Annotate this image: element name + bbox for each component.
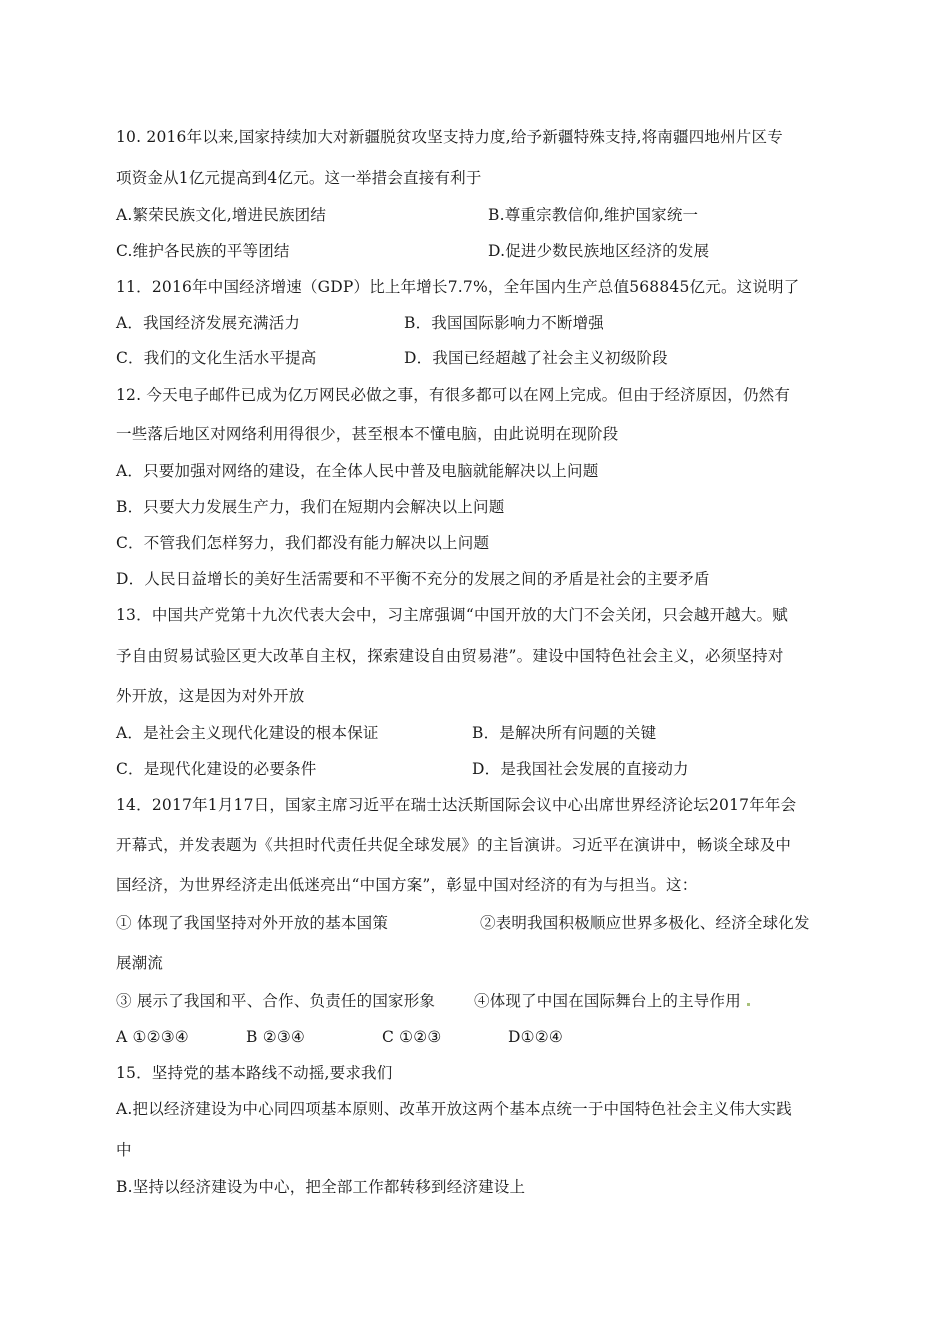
q14-statement-2-cont: 展潮流	[116, 954, 164, 972]
q14-option-a: A ①②③④	[116, 1028, 189, 1046]
q13-option-b: B．是解决所有问题的关键	[472, 724, 657, 742]
q13-option-c: C．是现代化建设的必要条件	[116, 760, 317, 778]
q11-stem-line-1: 11．2016年中国经济增速（GDP）比上年增长7.7%，全年国内生产总值568845亿元。这说明了	[116, 278, 800, 296]
q10-option-c: C.维护各民族的平等团结	[116, 242, 290, 260]
q12-option-c: C．不管我们怎样努力，我们都没有能力解决以上问题	[116, 534, 490, 552]
q13-option-row-2	[116, 759, 689, 779]
q14-statement-4: ④体现了中国在国际舞台上的主导作用	[474, 992, 741, 1010]
q10-stem-line-2: 项资金从1亿元提高到4亿元。这一举措会直接有利于	[116, 169, 482, 187]
q10-stem-line-1: 10. 2016年以来,国家持续加大对新疆脱贫攻坚支持力度,给予新疆特殊支持,将南疆四地州片区专	[116, 128, 783, 146]
q12-stem-line-2: 一些落后地区对网络利用得很少，甚至根本不懂电脑，由此说明在现阶段	[116, 425, 619, 443]
q14-stem-line-2: 开幕式，并发表题为《共担时代责任共促全球发展》的主旨演讲。习近平在演讲中，畅谈全球及中	[116, 836, 792, 854]
q11-option-c: C．我们的文化生活水平提高	[116, 349, 317, 367]
q14-stem-line-3: 国经济，为世界经济走出低迷亮出“中国方案”，彰显中国对经济的有为与担当。这：	[116, 876, 698, 894]
q10-option-a: A.繁荣民族文化,增进民族团结	[116, 206, 327, 224]
q14-option-d: D①②④	[508, 1028, 563, 1046]
q14-statement-4-wrap	[474, 991, 750, 1011]
q14-option-c: C ①②③	[382, 1028, 442, 1046]
q11-option-b: B．我国国际影响力不断增强	[404, 314, 604, 332]
q14-stem-line-1: 14．2017年1月17日，国家主席习近平在瑞士达沃斯国际会议中心出席世界经济论坛2017年年会	[116, 796, 797, 814]
green-dot-mark	[747, 1003, 750, 1006]
q14-option-b: B ②③④	[246, 1028, 306, 1046]
q15-option-b: B.坚持以经济建设为中心，把全部工作都转移到经济建设上	[116, 1178, 526, 1196]
q14-statement-1: ① 体现了我国坚持对外开放的基本国策	[116, 914, 389, 932]
q10-option-row-2	[116, 241, 710, 261]
q10-option-d: D.促进少数民族地区经济的发展	[488, 242, 710, 260]
q12-option-b: B．只要大力发展生产力，我们在短期内会解决以上问题	[116, 498, 505, 516]
q13-option-d: D．是我国社会发展的直接动力	[472, 760, 689, 778]
q14-statement-2: ②表明我国积极顺应世界多极化、经济全球化发	[480, 914, 810, 932]
q15-stem-line-1: 15．坚持党的基本路线不动摇,要求我们	[116, 1064, 393, 1082]
q14-statement-row-1	[116, 913, 810, 933]
q15-option-a-line-2: 中	[116, 1141, 132, 1159]
q12-stem-line-1: 12. 今天电子邮件已成为亿万网民必做之事，有很多都可以在网上完成。但由于经济原因，仍然有	[116, 386, 791, 404]
q14-option-row	[116, 1027, 563, 1047]
q15-option-a-line-1: A.把以经济建设为中心同四项基本原则、改革开放这两个基本点统一于中国特色社会主义伟大实践	[116, 1100, 792, 1118]
q11-option-row-1	[116, 313, 604, 333]
q11-option-a: A．我国经济发展充满活力	[116, 314, 301, 332]
q13-option-row-1	[116, 723, 657, 743]
q14-statement-row-2	[116, 991, 741, 1011]
q12-option-a: A．只要加强对网络的建设，在全体人民中普及电脑就能解决以上问题	[116, 462, 599, 480]
q11-option-d: D．我国已经超越了社会主义初级阶段	[404, 349, 668, 367]
q13-stem-line-3: 外开放，这是因为对外开放	[116, 687, 305, 705]
q11-option-row-2	[116, 348, 668, 368]
q10-option-row-1	[116, 205, 699, 225]
q13-stem-line-1: 13．中国共产党第十九次代表大会中，习主席强调“中国开放的大门不会关闭，只会越开越大。赋	[116, 606, 788, 624]
q10-option-b: B.尊重宗教信仰,维护国家统一	[488, 206, 699, 224]
q13-option-a: A．是社会主义现代化建设的根本保证	[116, 724, 379, 742]
q13-stem-line-2: 予自由贸易试验区更大改革自主权，探索建设自由贸易港”。建设中国特色社会主义，必须坚持对	[116, 647, 784, 665]
q12-option-d: D．人民日益增长的美好生活需要和不平衡不充分的发展之间的矛盾是社会的主要矛盾	[116, 570, 710, 588]
q14-statement-3: ③ 展示了我国和平、合作、负责任的国家形象	[116, 992, 436, 1010]
